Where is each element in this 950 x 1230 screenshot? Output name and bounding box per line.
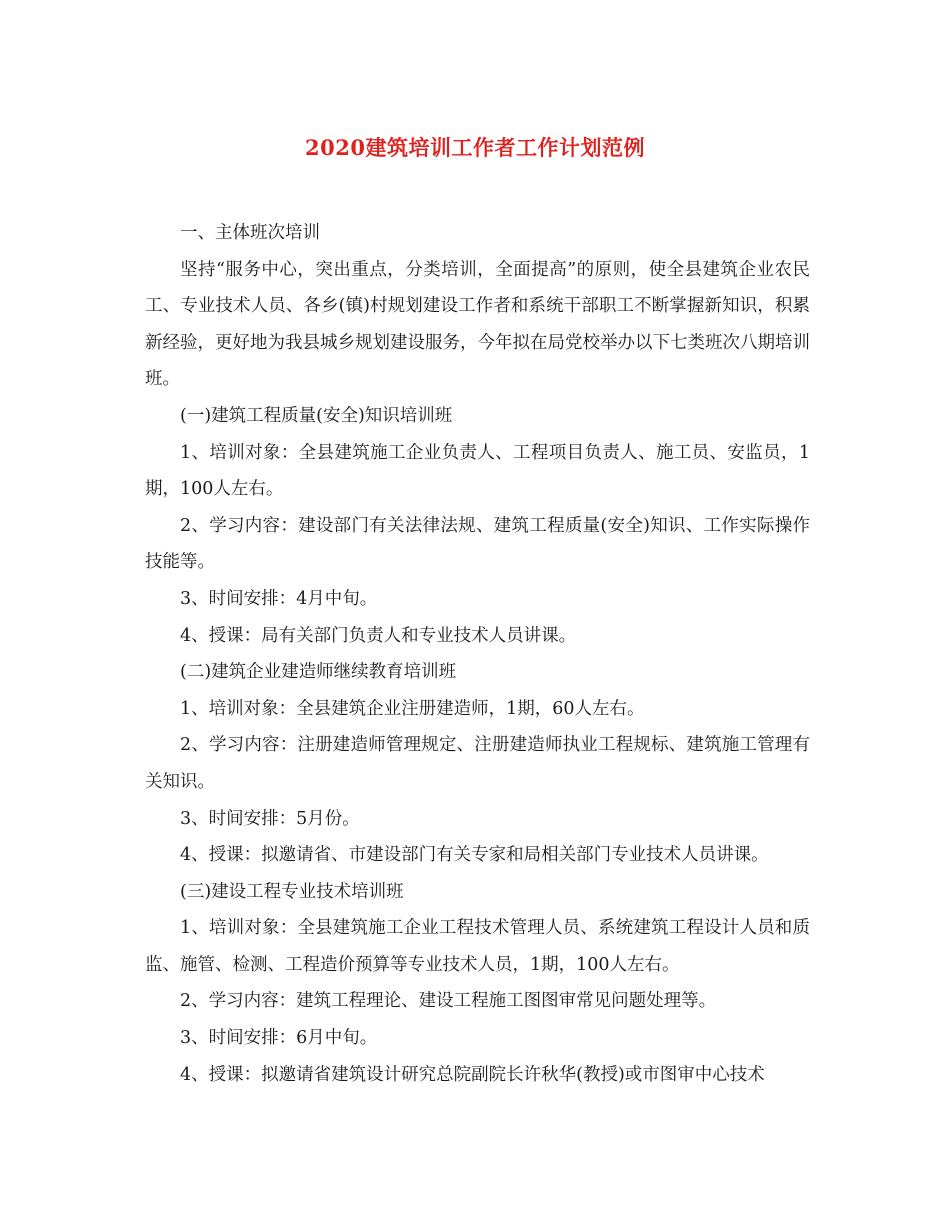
list-item: 4、授课：局有关部门负责人和专业技术人员讲课。 bbox=[180, 625, 577, 646]
list-item: 4、授课：拟邀请省、市建设部门有关专家和局相关部门专业技术人员讲课。 bbox=[180, 845, 769, 866]
intro-paragraph: 坚持“服务中心，突出重点，分类培训，全面提高”的原则，使全县建筑企业农民工、专业技术人员、各乡(镇)村规划建设工作者和系统干部职工不断掌握新知识，积累新经验，更好地为我县城乡规划建设服务，今年拟在局党校举办以下七类班次八期培训班。 bbox=[145, 259, 810, 390]
list-item: 2、学习内容：建设部门有关法律法规、建筑工程质量(安全)知识、工作实际操作技能等。 bbox=[145, 515, 810, 573]
subsection-heading: (二)建筑企业建造师继续教育培训班 bbox=[180, 662, 457, 683]
subsection-heading: (一)建筑工程质量(安全)知识培训班 bbox=[180, 405, 453, 426]
list-item: 2、学习内容：建筑工程理论、建设工程施工图图审常见问题处理等。 bbox=[180, 991, 717, 1012]
list-item: 2、学习内容：注册建造师管理规定、注册建造师执业工程规标、建筑施工管理有关知识。 bbox=[145, 735, 810, 792]
subsection-heading: (三)建设工程专业技术培训班 bbox=[180, 881, 404, 902]
document-body bbox=[145, 215, 810, 1093]
list-item: 3、时间安排：6月中旬。 bbox=[180, 1028, 378, 1049]
list-item: 3、时间安排：4月中旬。 bbox=[180, 588, 378, 609]
list-item: 3、时间安排：5月份。 bbox=[180, 808, 360, 829]
list-item: 1、培训对象：全县建筑企业注册建造师，1期，60人左右。 bbox=[180, 698, 645, 719]
document-title: 2020建筑培训工作者工作计划范例 bbox=[305, 135, 645, 160]
list-item: 1、培训对象：全县建筑施工企业负责人、工程项目负责人、施工员、安监员，1期，100人左右。 bbox=[145, 442, 810, 500]
list-item: 1、培训对象：全县建筑施工企业工程技术管理人员、系统建筑工程设计人员和质监、施管、检测、工程造价预算等专业技术人员，1期，100人左右。 bbox=[145, 918, 810, 975]
list-item: 4、授课：拟邀请省建筑设计研究总院副院长许秋华(教授)或市图审中心技术 bbox=[180, 1064, 765, 1085]
section-heading: 一、主体班次培训 bbox=[180, 223, 320, 243]
